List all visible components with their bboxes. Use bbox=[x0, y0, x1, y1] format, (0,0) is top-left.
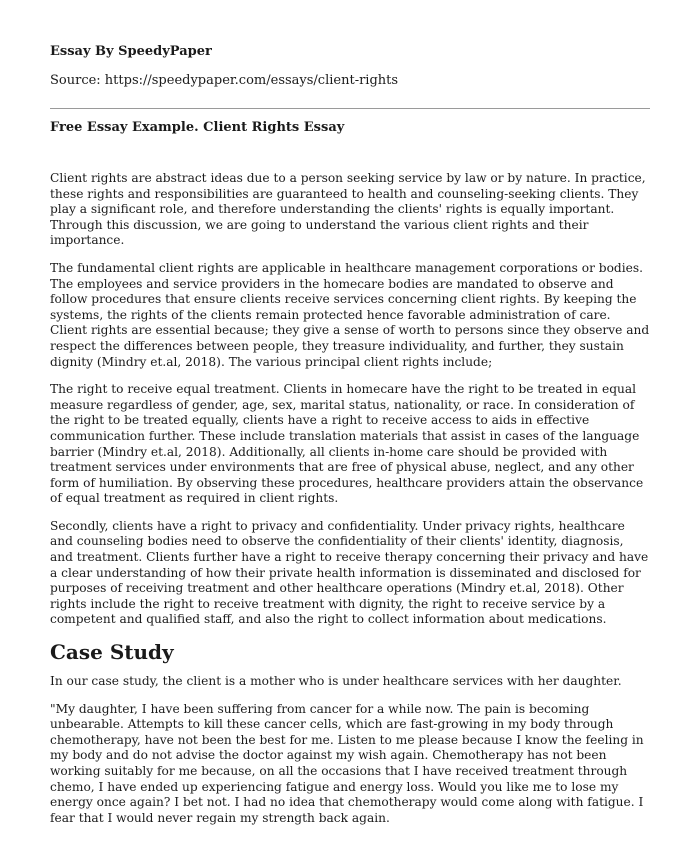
case-study-paragraph-1: In our case study, the client is a mother who is under healthcare services with her daughter. bbox=[50, 674, 622, 689]
paragraph-1: Client rights are abstract ideas due to a person seeking service by law or by nature. In practice, these rights and responsibilities are guaranteed to health and counseling-seeking clients. They play a significant role, and therefore understanding the clients' rights is equally important. Through this discussion, we are going to understand the various client rights and their importance. bbox=[50, 171, 646, 248]
paragraph-2: The fundamental client rights are applicable in healthcare management corporations or bodies. The employees and service providers in the homecare bodies are mandated to observe and follow procedures that ensure clients receive services concerning client rights. By keeping the systems, the rights of the clients remain protected hence favorable administration of care. Client rights are essential because; they give a sense of worth to persons since they observe and respect the differences between people, they treasure individuality, and further, they sustain dignity (Mindry et.al, 2018). The various principal client rights include; bbox=[50, 260, 650, 369]
case-study-heading: Case Study bbox=[50, 640, 174, 665]
paragraph-3: The right to receive equal treatment. Clients in homecare have the right to be treated in equal measure regardless of gender, age, sex, marital status, nationality, or race. In consideration of the right to be treated equally, clients have a right to receive access to aids in effective communication further. These include translation materials that assist in cases of the language barrier (Mindry et.al, 2018). Additionally, all clients in-home care should be provided with treatment services under environments that are free of physical abuse, neglect, and any other form of humiliation. By observing these procedures, healthcare providers attain the observance of equal treatment as required in client rights. bbox=[50, 382, 644, 506]
essay-body bbox=[50, 171, 650, 838]
essay-title: Free Essay Example. Client Rights Essay bbox=[50, 120, 345, 135]
case-study-paragraph-2: "My daughter, I have been suffering from cancer for a while now. The pain is becoming unbearable. Attempts to kill these cancer cells, which are fast-growing in my body through chemotherapy, have not been the best for me. Listen to me please because I know the feeling in my body and do not advise the doctor against my wish again. Chemotherapy has not been working suitably for me because, on all the occasions that I have received treatment through chemo, I have ended up experiencing fatigue and energy loss. Would you like me to lose my energy once again? I bet not. I had no idea that chemotherapy would come along with fatigue. I fear that I would never regain my strength back again. bbox=[50, 701, 644, 825]
header-divider bbox=[50, 108, 650, 109]
source-link-text: Source: https://speedypaper.com/essays/client-rights bbox=[50, 73, 399, 88]
publisher-title: Essay By SpeedyPaper bbox=[50, 44, 212, 59]
paragraph-4: Secondly, clients have a right to privacy and confidentiality. Under privacy rights, healthcare and counseling bodies need to observe the confidentiality of their clients' identity, diagnosis, and treatment. Clients further have a right to receive therapy concerning their privacy and have a clear understanding of how their private health information is disseminated and disclosed for purposes of receiving treatment and other healthcare operations (Mindry et.al, 2018). Other rights include the right to receive treatment with dignity, the right to receive service by a competent and qualified staff, and also the right to collect information about medications. bbox=[50, 518, 649, 627]
